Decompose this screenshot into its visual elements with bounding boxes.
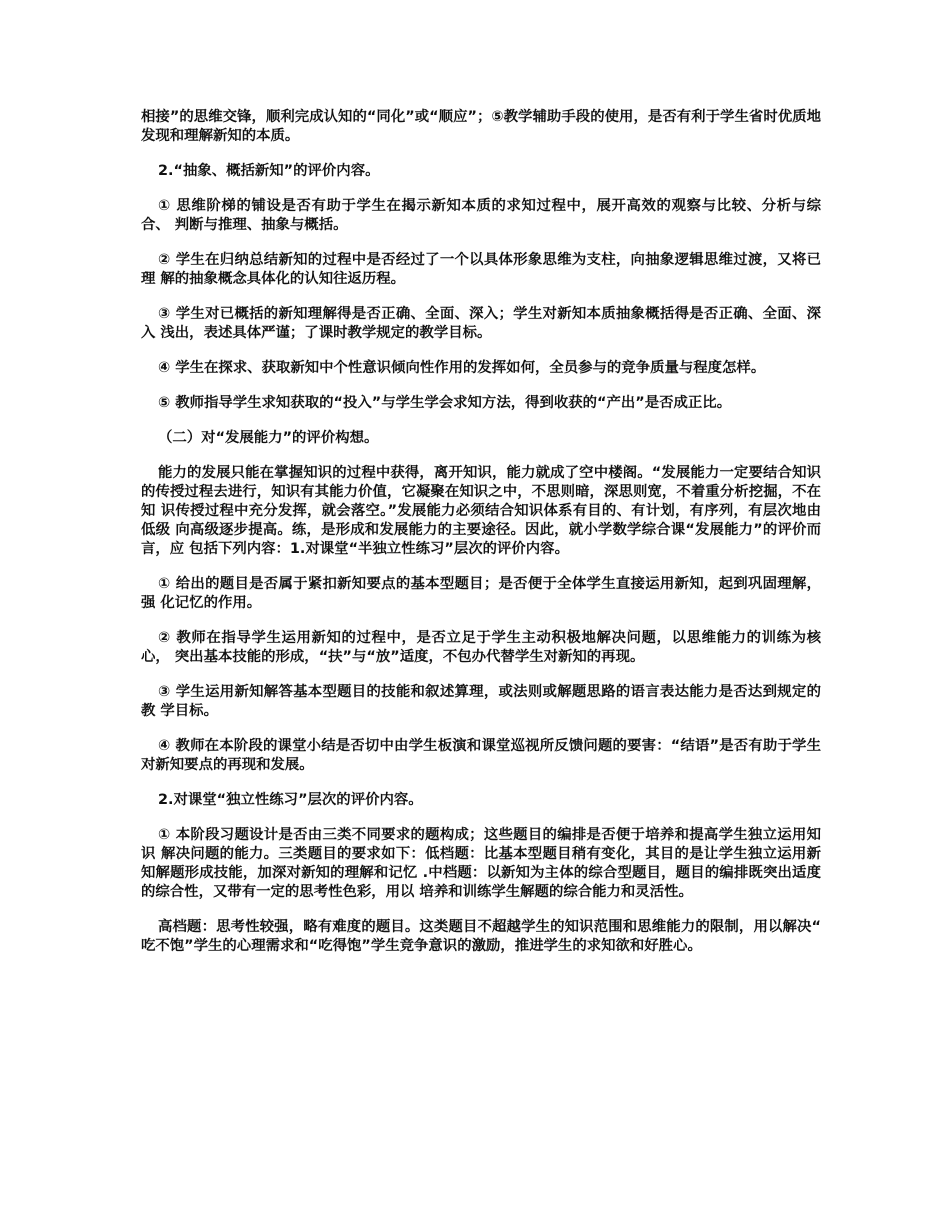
paragraph-high-level-questions: 高档题：思考性较强，略有难度的题目。这类题目不超越学生的知识范围和思维能力的限制，用以解决“ 吃不饱”学生的心理需求和“吃得饱”学生竞争意识的激励，推进学生的求知欲和好胜心。 bbox=[141, 919, 821, 954]
list-item-2: ② 教师在指导学生运用新知的过程中，是否立足于学生主动积极地解决问题，以思维能力的训练为核心， 突出基本技能的形成，“扶”与“放”适度，不包办代替学生对新知的再现。 bbox=[141, 630, 821, 665]
document-page bbox=[141, 108, 821, 972]
paragraph-ability-development: 能力的发展只能在掌握知识的过程中获得，离开知识，能力就成了空中楼阁。“发展能力一定要结合知识 的传授过程去进行，知识有其能力价值，它凝聚在知识之中，不思则暗，深思则宽，不着重分析挖掘，不在知 识传授过程中充分发挥，就会落空。”发展能力必须结合知识体系有目的、有计划，有序列，有层次地由低级 向高级逐步提高。练，是形成和发展能力的主要途径。因此，就小学数学综合课“发展能力”的评价而言，应 包括下列内容：1.对课堂“半独立性练习”层次的评价内容。 bbox=[141, 465, 821, 557]
list-item-5: ⑤ 教师指导学生求知获取的“投入”与学生学会求知方法，得到收获的“产出”是否成正比。 bbox=[158, 395, 732, 411]
list-item-3: ③ 学生对已概括的新知理解得是否正确、全面、深入；学生对新知本质抽象概括得是否正确、全面、深入 浅出，表述具体严谨；了课时教学规定的教学目标。 bbox=[141, 306, 821, 341]
list-item-4: ④ 学生在探求、获取新知中个性意识倾向性作用的发挥如何，全员参与的竞争质量与程度怎样。 bbox=[158, 360, 766, 376]
heading-independent-practice: 2.对课堂“独立性练习”层次的评价内容。 bbox=[158, 792, 423, 808]
list-item-1: ① 本阶段习题设计是否由三类不同要求的题构成；这些题目的编排是否便于培养和提高学生独立运用知识 解决问题的能力。三类题目的要求如下：低档题：比基本型题目稍有变化，其目的是让学生独立运用新知解题形成技能，加深对新知的理解和记忆 .中档题：以新知为主体的综合型题目，题目的编排既突出适度的综合性，又带有一定的思考性色彩，用以 培养和训练学生解题的综合能力和灵活性。 bbox=[141, 827, 821, 900]
list-item-3: ③ 学生运用新知解答基本型题目的技能和叙述算理，或法则或解题思路的语言表达能力是否达到规定的教 学目标。 bbox=[141, 684, 821, 719]
list-item-1: ① 给出的题目是否属于紧扣新知要点的基本型题目；是否便于全体学生直接运用新知，起到巩固理解，强 化记忆的作用。 bbox=[141, 576, 821, 611]
list-item-2: ② 学生在归纳总结新知的过程中是否经过了一个以具体形象思维为支柱，向抽象逻辑思维过渡，又将已理 解的抽象概念具体化的认知往返历程。 bbox=[141, 252, 821, 287]
list-item-4: ④ 教师在本阶段的课堂小结是否切中由学生板演和课堂巡视所反馈问题的要害：“结语”是否有助于学生 对新知要点的再现和发展。 bbox=[141, 738, 821, 773]
heading-abstract-generalize: 2.“抽象、概括新知”的评价内容。 bbox=[158, 163, 380, 179]
list-item-1: ① 思维阶梯的铺设是否有助于学生在揭示新知本质的求知过程中，展开高效的观察与比较、分析与综合、 判断与推理、抽象与概括。 bbox=[141, 198, 821, 233]
section-heading-develop-ability: （二）对“发展能力”的评价构想。 bbox=[158, 430, 379, 446]
paragraph-intro-continuation: 相接”的思维交锋，顺利完成认知的“同化”或“顺应”；⑤教学辅助手段的使用，是否有利于学生省时优质地发现和理解新知的本质。 bbox=[141, 109, 821, 144]
